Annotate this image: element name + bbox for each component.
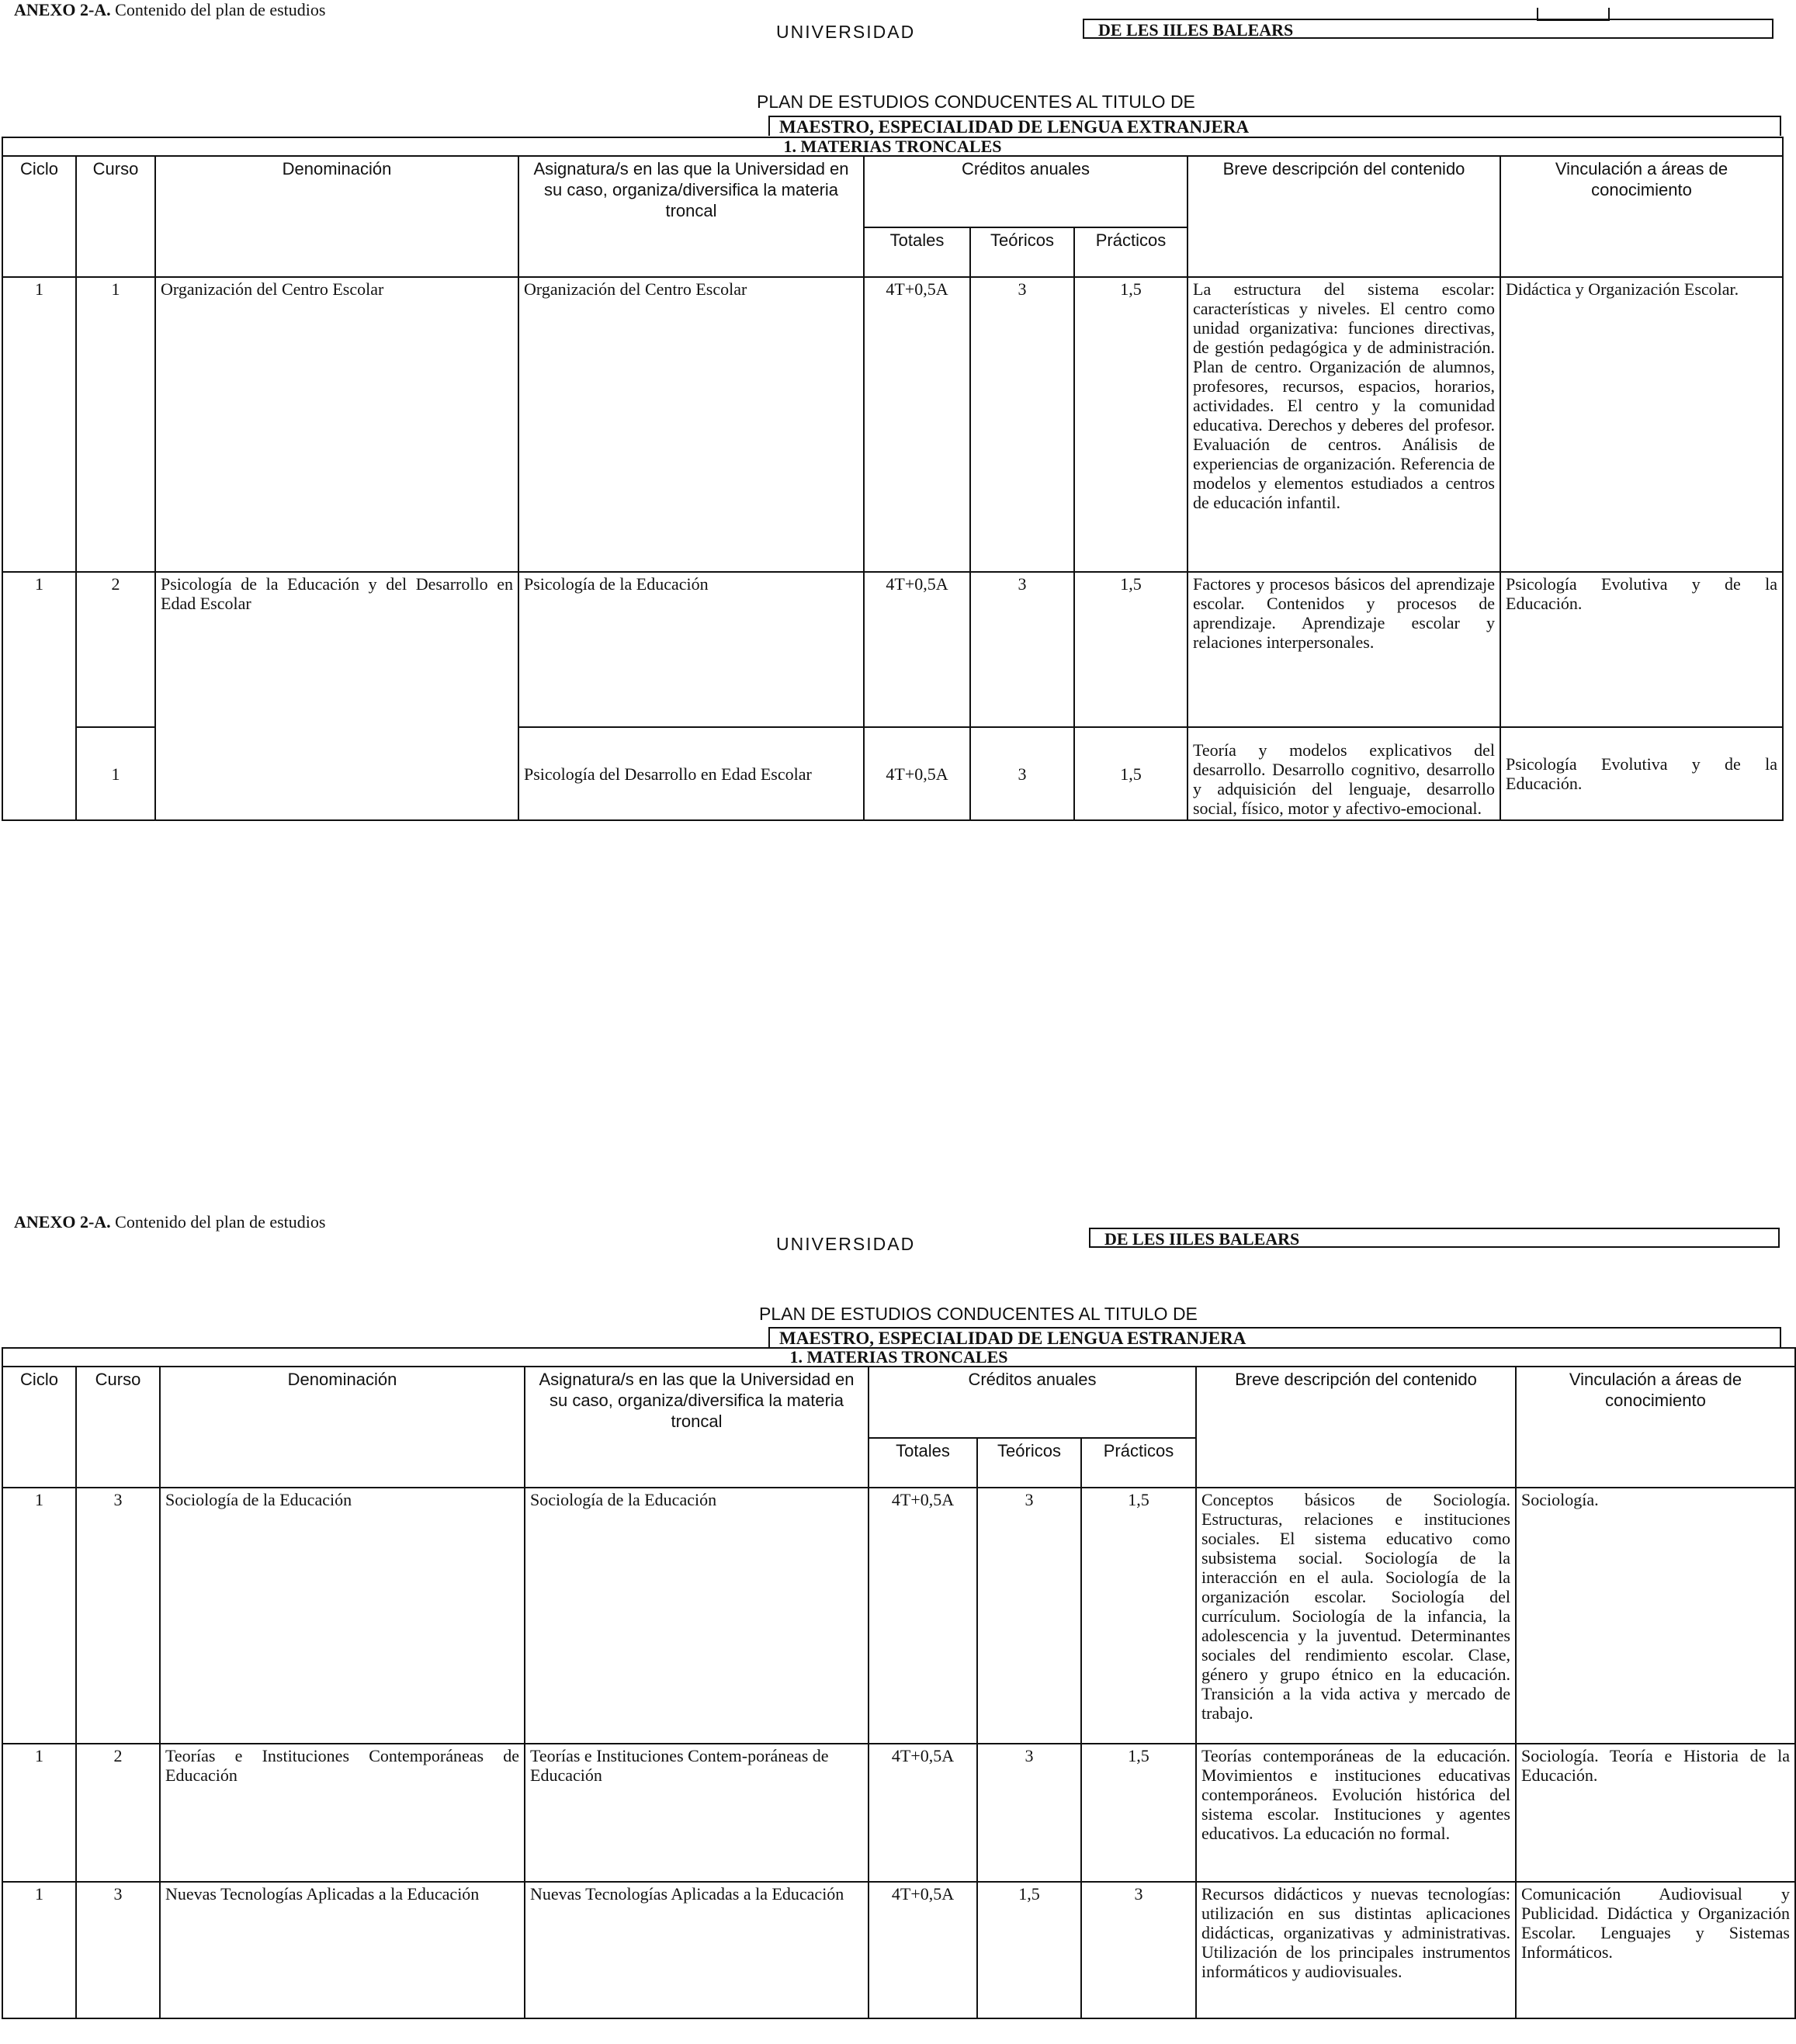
header-curso: Curso [76,1367,160,1488]
titulo: MAESTRO, ESPECIALIDAD DE LENGUA ESTRANJERA [768,1327,1781,1347]
header-descripcion: Breve descripción del contenido [1188,156,1500,277]
section-title: 1. MATERIAS TRONCALES [2,137,1783,156]
header-practicos: Prácticos [1074,227,1188,277]
materias-table [2,137,1784,821]
materias-table [2,1347,1796,2019]
anexo-heading: ANEXO 2-A. Contenido del plan de estudios [14,1212,326,1232]
universidad-label: UNIVERSIDAD [776,1234,916,1254]
section-title: 1. MATERIAS TRONCALES [2,1348,1795,1367]
header-denominacion: Denominación [155,156,518,277]
table-row: 1 3 Nuevas Tecnologías Aplicadas a la Educación Nuevas Tecnologías Aplicadas a la Educación 4T+0,5A 1,5 3 Recursos didácticos y nuevas tecnologías: utilización en sus distintas aplicaciones didácticas, organizativas y administrativas. Utilización de los principales instrumentos informáticos y audiovisuales. Comunicación Audiovisual y Publicidad. Didáctica y Organización Escolar. Lenguajes y Sistemas Informáticos. [2,1882,1795,2018]
table-row: 1 1 Organización del Centro Escolar Organización del Centro Escolar 4T+0,5A 3 1,5 La estructura del sistema escolar: características y niveles. El centro como unidad organizativa: funciones directivas, de gestión pedagógica y de administración. Plan de centro. Organización de alumnos, profesores, recursos, espacios, horarios, actividades. El centro y la comunidad educativa. Derechos y deberes del profesor. Evaluación de centros. Análisis de experiencias de organización. Referencia de modelos y elementos estudiados a centros de educación infantil. Didáctica y Organización Escolar. [2,277,1783,572]
titulo: MAESTRO, ESPECIALIDAD DE LENGUA EXTRANJERA [768,116,1781,136]
plan-label: PLAN DE ESTUDIOS CONDUCENTES AL TITULO DE [759,1304,1198,1324]
universidad-name: DE LES IILES BALEARS [1083,19,1773,39]
universidad-label: UNIVERSIDAD [776,22,916,42]
header-creditos: Créditos anuales [864,156,1188,227]
header-asignatura: Asignatura/s en las que la Universidad en su caso, organiza/diversifica la materia troncal [525,1367,869,1488]
universidad-name: DE LES IILES BALEARS [1089,1228,1780,1248]
table-row: 1 Psicología del Desarrollo en Edad Escolar 4T+0,5A 3 1,5 Teoría y modelos explicativos del desarrollo. Desarrollo cognitivo, desarrollo y adquisición del lenguaje, desarrollo social, físico, motor y afectivo-emocional. Psicología Evolutiva y de la Educación. [2,727,1783,820]
table-row: 1 2 Teorías e Instituciones Contemporáneas de Educación Teorías e Instituciones Contem-poráneas de Educación 4T+0,5A 3 1,5 Teorías contemporáneas de la educación. Movimientos e instituciones educativas contemporáneos. Evolución histórica del sistema escolar. Instituciones y agentes educativos. La educación no formal. Sociología. Teoría e Historia de la Educación. [2,1744,1795,1882]
header-curso: Curso [76,156,155,277]
header-descripcion: Breve descripción del contenido [1196,1367,1516,1488]
header-ciclo: Ciclo [2,156,76,277]
header-vinculacion: Vinculación a áreas de conocimiento [1516,1367,1795,1488]
header-denominacion: Denominación [160,1367,525,1488]
header-ciclo: Ciclo [2,1367,76,1488]
header-totales: Totales [869,1438,977,1488]
header-practicos: Prácticos [1081,1438,1196,1488]
table-row: 1 3 Sociología de la Educación Sociología de la Educación 4T+0,5A 3 1,5 Conceptos básicos de Sociología. Estructuras, relaciones e instituciones sociales. El sistema educativo como subsistema social. Sociología de la interacción en el aula. Sociología de la organización escolar. Sociología del currículum. Sociología de la infancia, la adolescencia y la juventud. Determinantes sociales del rendimiento escolar. Clase, género y grupo étnico en la educación. Transición a la vida activa y mercado de trabajo. Sociología. [2,1488,1795,1744]
header-totales: Totales [864,227,970,277]
anexo-heading: ANEXO 2-A. Contenido del plan de estudios [14,0,326,19]
page-2 [0,1211,1796,2044]
plan-label: PLAN DE ESTUDIOS CONDUCENTES AL TITULO DE [757,92,1195,112]
header-creditos: Créditos anuales [869,1367,1196,1438]
header-asignatura: Asignatura/s en las que la Universidad en su caso, organiza/diversifica la materia troncal [518,156,864,277]
table-row: 1 2 Psicología de la Educación y del Desarrollo en Edad Escolar Psicología de la Educación 4T+0,5A 3 1,5 Factores y procesos básicos del aprendizaje escolar. Contenidos y procesos de aprendizaje. Aprendizaje escolar y relaciones interpersonales. Psicología Evolutiva y de la Educación. [2,572,1783,727]
page-1 [0,0,1796,823]
header-teoricos: Teóricos [970,227,1074,277]
header-teoricos: Teóricos [977,1438,1081,1488]
header-vinculacion: Vinculación a áreas de conocimiento [1500,156,1783,277]
